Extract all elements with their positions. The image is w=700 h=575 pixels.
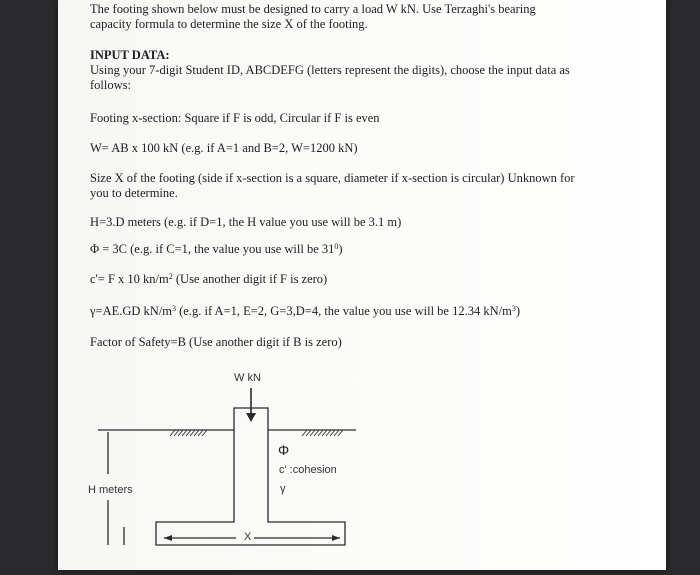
footing-section-rule: Footing x-section: Square if F is odd, Circular if F is even (90, 111, 380, 125)
x-dimension-arrow-right (332, 535, 340, 541)
height-rule: H=3.D meters (e.g. if D=1, the H value you use will be 3.1 m) (90, 215, 402, 229)
ground-hatch-left (170, 430, 207, 436)
load-label: W kN (234, 372, 261, 384)
unit-weight-rule-close: ) (515, 304, 520, 318)
footing-outline (156, 408, 345, 545)
input-data-heading: INPUT DATA: (90, 48, 170, 62)
size-rule-line-1: Size X of the footing (side if x-section is a square, diameter if x-section is circular) Unknown for (90, 171, 575, 185)
size-rule-line-2: you to determine. (90, 186, 178, 200)
safety-factor-rule: Factor of Safety=B (Use another digit if B is zero) (90, 335, 342, 349)
intro-line-1: The footing shown below must be designed to carry a load W kN. Use Terzaghi's bearing (90, 2, 536, 16)
unit-weight-rule-example: (e.g. if A=1, E=2, G=3,D=4, the value you use will be 12.34 kN/m (176, 304, 512, 318)
load-rule: W= AB x 100 kN (e.g. if A=1 and B=2, W=1200 kN) (90, 141, 358, 155)
unit-weight-label: γ (280, 483, 286, 495)
cohesion-rule-note: (Use another digit if F is zero) (172, 272, 328, 286)
phi-rule-degree: 0 (334, 242, 339, 251)
load-arrow-head (246, 413, 256, 422)
input-data-line-1: Using your 7-digit Student ID, ABCDEFG (letters represent the digits), choose the input data as (90, 63, 570, 77)
unit-weight-rule-exponent: 3 (172, 304, 177, 313)
friction-angle-symbol: Φ (278, 442, 290, 458)
ground-hatch-right (302, 430, 343, 436)
phi-rule-close: ) (338, 242, 343, 256)
height-label: H meters (88, 484, 133, 496)
unit-weight-rule-text: γ=AE.GD kN/m (90, 304, 173, 318)
intro-line-2: capacity formula to determine the size X of the footing. (90, 17, 368, 31)
unit-weight-rule-exponent-2: 3 (511, 304, 516, 313)
cohesion-rule-text: c'= F x 10 kn/m (90, 272, 169, 286)
x-dimension-arrow-left (164, 535, 172, 541)
input-data-line-2: follows: (90, 78, 131, 92)
cohesion-label: c' :cohesion (279, 464, 337, 476)
phi-rule-text: Φ = 3C (e.g. if C=1, the value you use will be 31 (90, 242, 335, 256)
cohesion-rule-exponent: 2 (168, 272, 173, 281)
width-label: X (244, 531, 252, 543)
